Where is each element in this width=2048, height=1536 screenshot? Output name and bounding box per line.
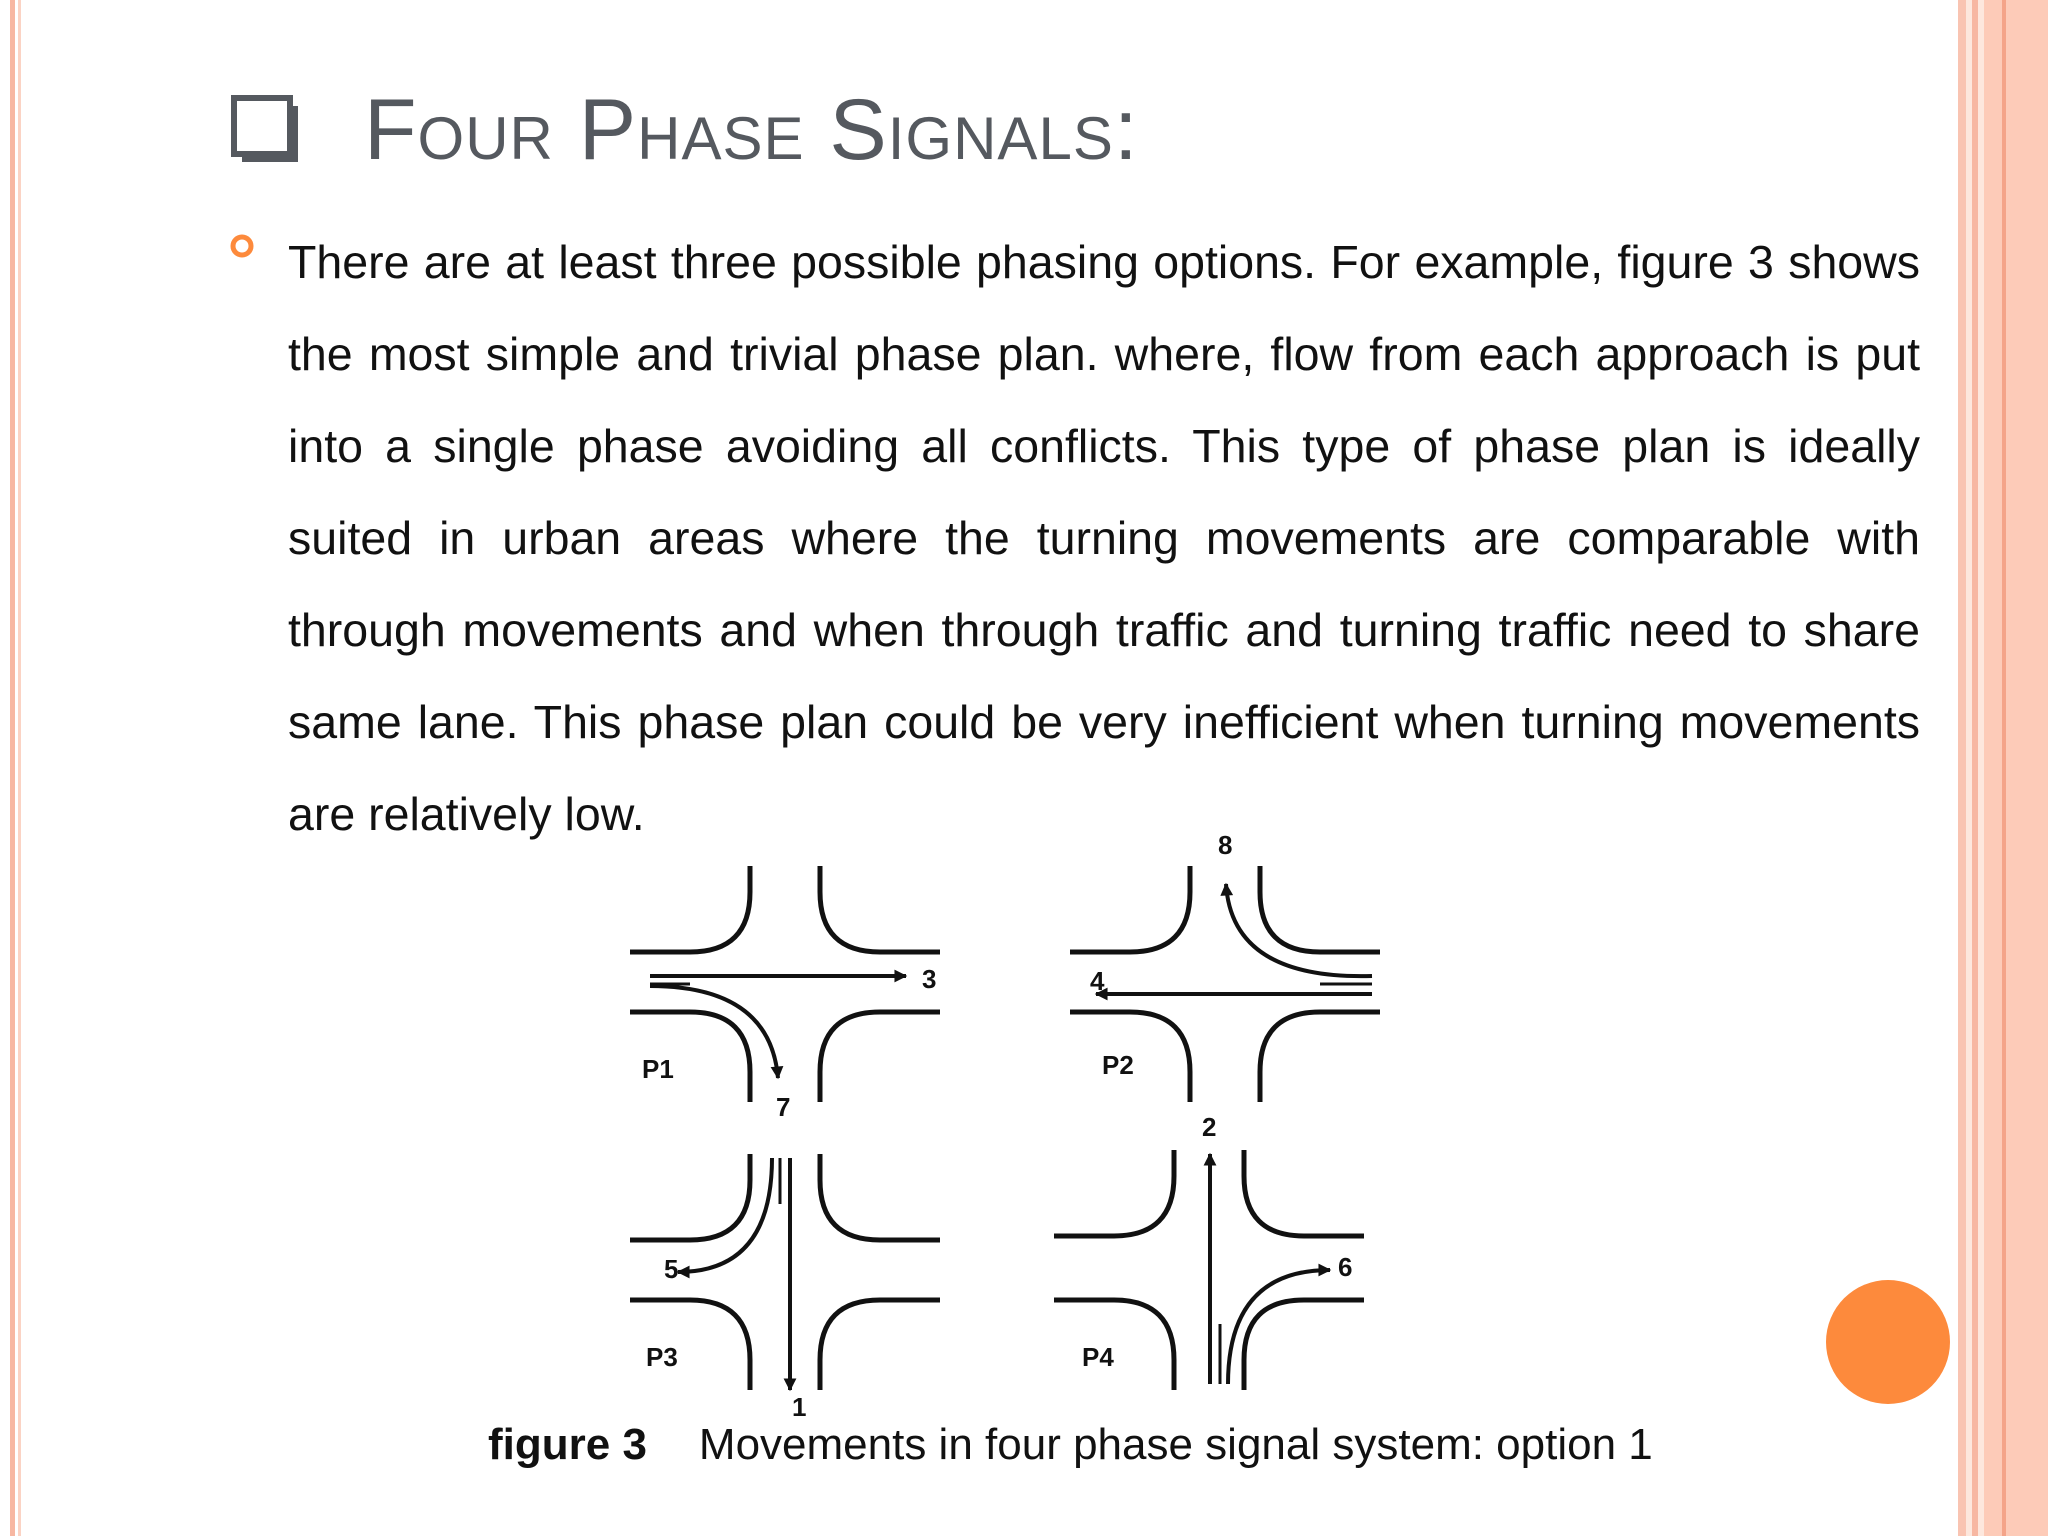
checkbox-icon: [230, 94, 302, 166]
phase-label-p2: P2: [1102, 1050, 1134, 1080]
figure-caption: [488, 1420, 1653, 1480]
phase-label-p1: P1: [642, 1054, 674, 1084]
right-border: [1958, 0, 2048, 1536]
caption-text: Movements in four phase signal system: option 1: [698, 1420, 1653, 1469]
phase-label-p3: P3: [646, 1342, 678, 1372]
movement-number-8: 8: [1218, 830, 1233, 860]
page-title: Four Phase Signals:: [364, 81, 1139, 178]
slide-title: [230, 80, 1930, 180]
phase-diagram: [620, 824, 1400, 1424]
movement-number-2: 2: [1202, 1112, 1217, 1142]
phase-label-p4: P4: [1082, 1342, 1114, 1372]
caption-label: figure 3: [488, 1420, 647, 1469]
decorative-circle: [1826, 1280, 1950, 1404]
movement-number-4: 4: [1090, 966, 1105, 996]
hollow-circle-bullet-icon: [230, 234, 254, 258]
movement-number-1: 1: [792, 1392, 807, 1422]
phase-p1-diagram: [630, 824, 940, 1102]
movement-number-3: 3: [922, 964, 937, 994]
movement-number-6: 6: [1338, 1252, 1353, 1282]
left-border: [0, 0, 28, 1536]
bullet-text: There are at least three possible phasing options. For example, figure 3 shows the most simple and trivial phase plan. where, flow from each approach is put into a single phase avoiding all conflicts. This type of phase plan is ideally suited in urban areas where the turning movements are comparable with through movements and when through traffic and turning traffic need to share same lane. This phase plan could be very inefficient when turning movements are relatively low.: [288, 236, 1920, 840]
movement-number-5: 5: [664, 1254, 679, 1284]
movement-number-7: 7: [776, 1092, 791, 1122]
phase-diagram-figure: [620, 824, 1400, 1424]
